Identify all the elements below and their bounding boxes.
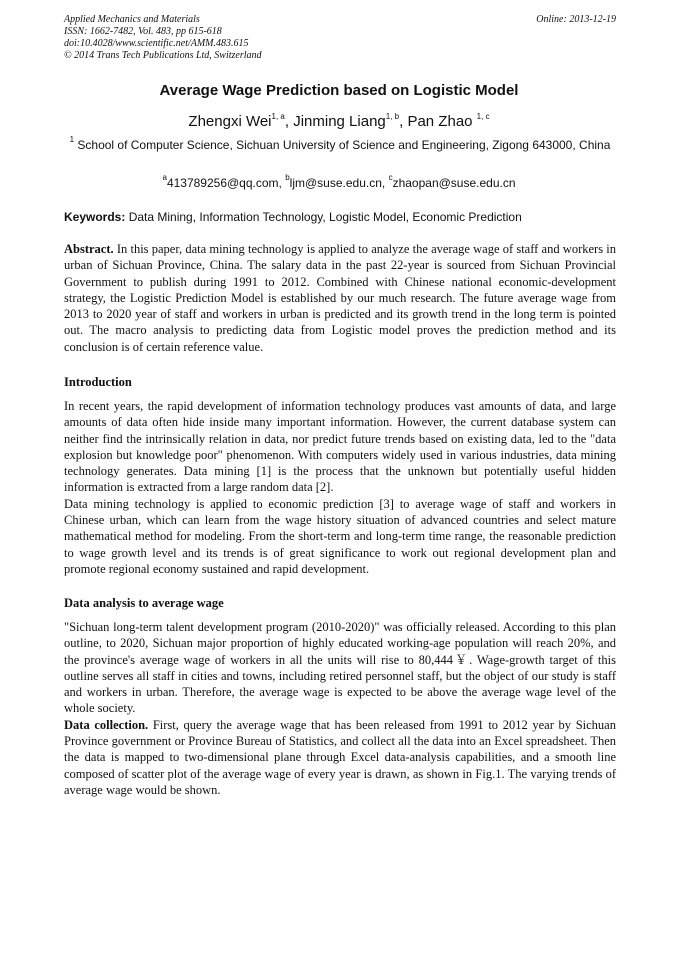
paragraph: "Sichuan long-term talent development program (2010-2020)" was officially released. According to this plan outline, to 2020, Sichuan major proportion of highly educated working-age population will reach 20%, and the province's average wage of workers in all the units will rise to 80,444￥. Wage-growth target of this outline serves all staff in cities and towns, including retired personnel staff, but the object of our study is staff and workers in urban. Therefore, the average wage is expected to be above the average wage level of the whole society. — [64, 620, 616, 716]
section-heading-data-analysis: Data analysis to average wage — [64, 596, 224, 610]
abstract-label: Abstract. — [64, 242, 114, 256]
data-collection-text: First, query the average wage that has been released from 1991 to 2012 year by Sichuan Province government or Province Bureau of Statistics, and collect all the data into an Excel spreadsheet. Then the data is mapped to two-dimensional plane through Excel data-analysis capabilities, and a smooth line composed of scatter plot of the average wage of every year is drawn, as shown in Fig.1. The varying trends of average wage would be shown. — [64, 717, 616, 797]
introduction-section — [64, 398, 616, 577]
author-sup: 1, b — [385, 112, 400, 121]
abstract-text: In this paper, data mining technology is applied to analyze the average wage of staff and workers in urban of Sichuan Province, China. The salary data in the past 22-year is sourced from Sichuan Provincial Government to publish during 1991 to 2012. Combined with Chinese national economic-development strategy, the Logistic Prediction Model is established by our much research. The future average wage from 2013 to 2020 year of staff and workers in urban is predicted and its growth trend in the long term is pointed out. The macro analysis to predicting data from Logistic model proves the prediction method and its conclusion is of certain reference value. — [64, 242, 616, 354]
keywords-label: Keywords: — [64, 210, 126, 224]
author-list: Zhengxi Wei$^{1, a}$, Jinming Liang$^{1, b}$, Pan Zhao $^{1, c}$ — [188, 112, 490, 130]
paragraph: Data mining technology is applied to economic prediction [3] to average wage of staff and workers in Chinese urban, which can learn from the wage history situation of advanced countries and select mature mathematical method for modeling. From the short-term and long-term time range, the reasonable prediction to wage growth level and its trends is of great significance to work out regional development plan and promote regional economy sustained and rapid development. — [64, 496, 616, 576]
email-list: $^a$413789256@qq.com, $^b$ljm@suse.edu.cn, $^c$zhaopan@suse.edu.cn — [162, 173, 516, 190]
paragraph — [64, 717, 616, 798]
journal-header — [64, 14, 616, 62]
paper-title: Average Wage Prediction based on Logistic Model — [159, 82, 519, 99]
data-analysis-section — [64, 619, 616, 798]
author-name: Jinming Liang — [293, 113, 386, 130]
journal-name: Applied Mechanics and Materials — [64, 14, 200, 25]
keywords — [64, 210, 616, 224]
keywords-text: Data Mining, Information Technology, Logistic Model, Economic Prediction — [125, 210, 522, 224]
issn-line: ISSN: 1662-7482, Vol. 483, pp 615-618 — [64, 26, 222, 37]
email-sup: b — [285, 173, 290, 182]
data-collection-label: Data collection. — [64, 717, 149, 732]
email-address: zhaopan@suse.edu.cn — [392, 176, 516, 190]
affiliation-text: School of Computer Science, Sichuan University of Science and Engineering, Zigong 643000, China — [77, 138, 611, 152]
paragraph: In recent years, the rapid development of information technology produces vast amounts of data, and large amounts of data often hide inside many important information. However, the current database system can neither find the intrinsically relation in data, nor predict future trends based on existing data, led to the "data explosion but knowledge poor" phenomenon. With computers widely used in various industries, data mining technology generates. Data mining [1] is the process that the unknown but potentially useful hidden information is extracted from a large random data [2]. — [64, 399, 616, 495]
affiliation — [64, 135, 616, 153]
section-heading-introduction: Introduction — [64, 375, 132, 389]
affiliation-sup: 1 — [69, 135, 75, 144]
author-name: Pan Zhao — [407, 113, 473, 130]
author-sup: 1, a — [271, 112, 285, 121]
author-sup: 1, c — [476, 112, 490, 121]
email-address: ljm@suse.edu.cn — [289, 176, 382, 190]
email-sup: a — [162, 173, 167, 182]
email-sup: c — [388, 173, 393, 182]
doi-line: doi:10.4028/www.scientific.net/AMM.483.615 — [64, 38, 249, 49]
author-name: Zhengxi Wei — [188, 113, 272, 130]
abstract — [64, 241, 616, 355]
email-address: 413789256@qq.com — [166, 176, 279, 190]
online-date: Online: 2013-12-19 — [536, 14, 616, 25]
copyright-line: © 2014 Trans Tech Publications Ltd, Switzerland — [64, 50, 262, 61]
